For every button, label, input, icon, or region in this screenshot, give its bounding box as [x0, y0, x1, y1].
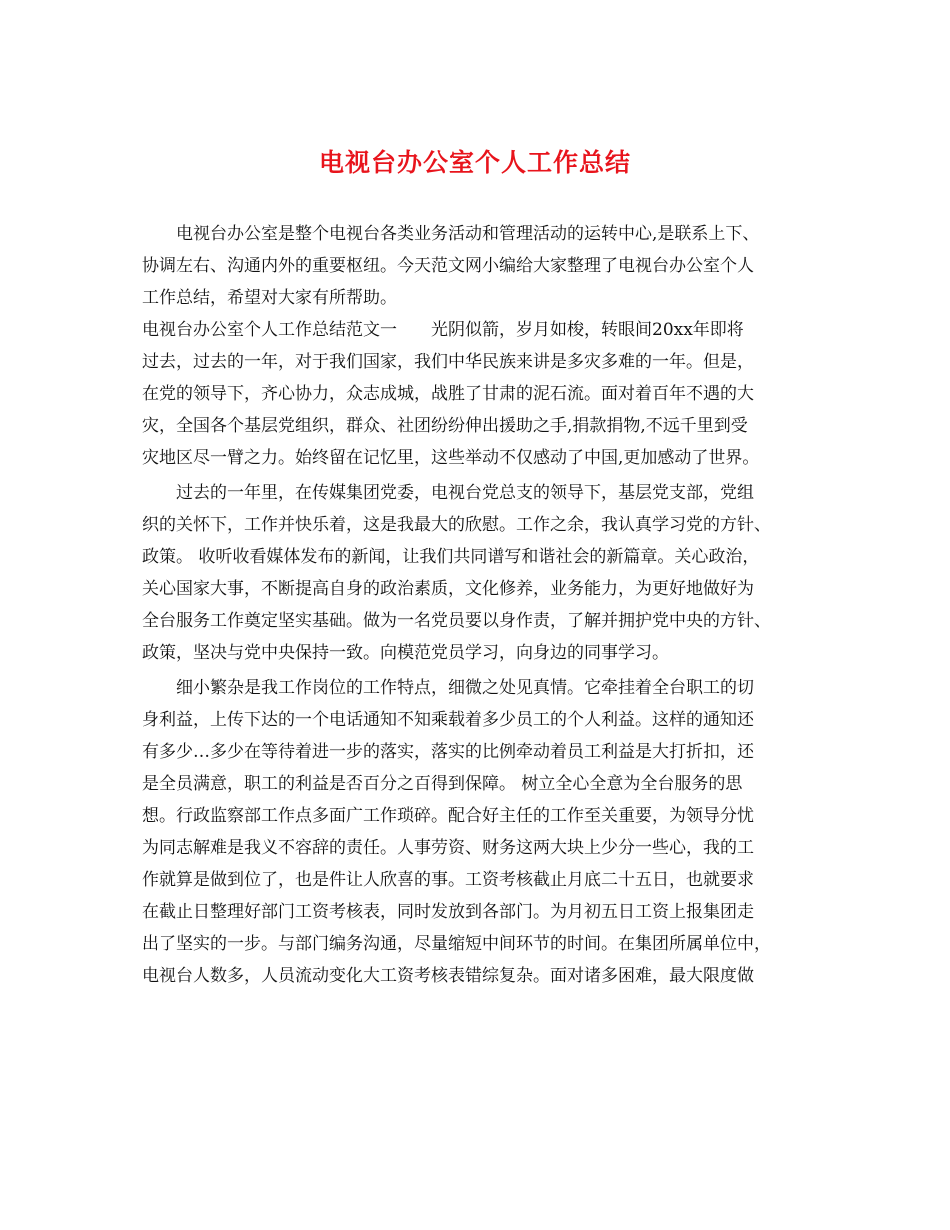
text-line: 过去，过去的一年，对于我们国家，我们中华民族来讲是多灾多难的一年。但是， — [142, 352, 754, 372]
paragraph-sample-one — [142, 314, 826, 474]
text-line: 身利益，上传下达的一个电话通知不知乘载着多少员工的个人利益。这样的通知还 — [142, 710, 754, 730]
text-line: 是全员满意，职工的利益是否百分之百得到保障。 树立全心全意为全台服务的思 — [142, 774, 743, 794]
paragraph-work-details — [142, 672, 826, 992]
document-title: 电视台办公室个人工作总结 — [318, 148, 631, 177]
text-line: 出了坚实的一步。与部门编务沟通，尽量缩短中间环节的时间。在集团所属单位中， — [142, 934, 771, 954]
text-line: 协调左右、沟通内外的重要枢纽。今天范文网小编给大家整理了电视台办公室个人 — [142, 256, 754, 276]
text-line: 电视台人数多，人员流动变化大工资考核表错综复杂。面对诸多困难，最大限度做 — [142, 966, 754, 986]
text-line: 作就算是做到位了，也是件让人欣喜的事。工资考核截止月底二十五日，也就要求 — [142, 870, 754, 890]
text-line: 在截止日整理好部门工资考核表，同时发放到各部门。为月初五日工资上报集团走 — [142, 902, 754, 922]
text-line: 有多少…多少在等待着进一步的落实，落实的比例牵动着员工利益是大打折扣，还 — [142, 742, 754, 762]
text-line: 政策，坚决与党中央保持一致。向模范党员学习，向身边的同事学习。 — [142, 643, 669, 663]
text-line: 想。行政监察部工作点多面广工作琐碎。配合好主任的工作至关重要，为领导分忧 — [142, 806, 754, 826]
text-line: 在党的领导下，齐心协力，众志成城，战胜了甘肃的泥石流。面对着百年不遇的大 — [142, 384, 754, 404]
text-line: 关心国家大事，不断提高自身的政治素质，文化修养，业务能力，为更好地做好为 — [142, 579, 754, 599]
text-line: 灾，全国各个基层党组织，群众、社团纷纷伸出援助之手,捐款捐物,不远千里到受 — [142, 416, 748, 436]
text-line: 政策。 收听收看媒体发布的新闻，让我们共同谱写和谐社会的新篇章。关心政治， — [142, 547, 760, 567]
text-line: 过去的一年里，在传媒集团党委，电视台党总支的领导下，基层党支部，党组 — [176, 483, 754, 503]
text-line: 电视台办公室个人工作总结范文一 光阴似箭，岁月如梭，转眼间20xx年即将 — [142, 320, 744, 340]
text-line: 电视台办公室是整个电视台各类业务活动和管理活动的运转中心,是联系上下、 — [176, 224, 760, 244]
text-line: 细小繁杂是我工作岗位的工作特点，细微之处见真情。它牵挂着全台职工的切 — [176, 678, 754, 698]
text-line: 全台服务工作奠定坚实基础。做为一名党员要以身作责，了解并拥护党中央的方针、 — [142, 611, 771, 631]
text-line: 织的关怀下，工作并快乐着，这是我最大的欣慰。工作之余，我认真学习党的方针、 — [142, 515, 771, 535]
paragraph-intro — [142, 218, 826, 314]
text-line: 工作总结，希望对大家有所帮助。 — [142, 288, 397, 308]
document-body — [142, 218, 826, 992]
paragraph-past-year — [142, 477, 826, 669]
text-line: 灾地区尽一臂之力。始终留在记忆里，这些举动不仅感动了中国,更加感动了世界。 — [142, 448, 760, 468]
text-line: 为同志解难是我义不容辞的责任。人事劳资、财务这两大块上少分一些心，我的工 — [142, 838, 754, 858]
